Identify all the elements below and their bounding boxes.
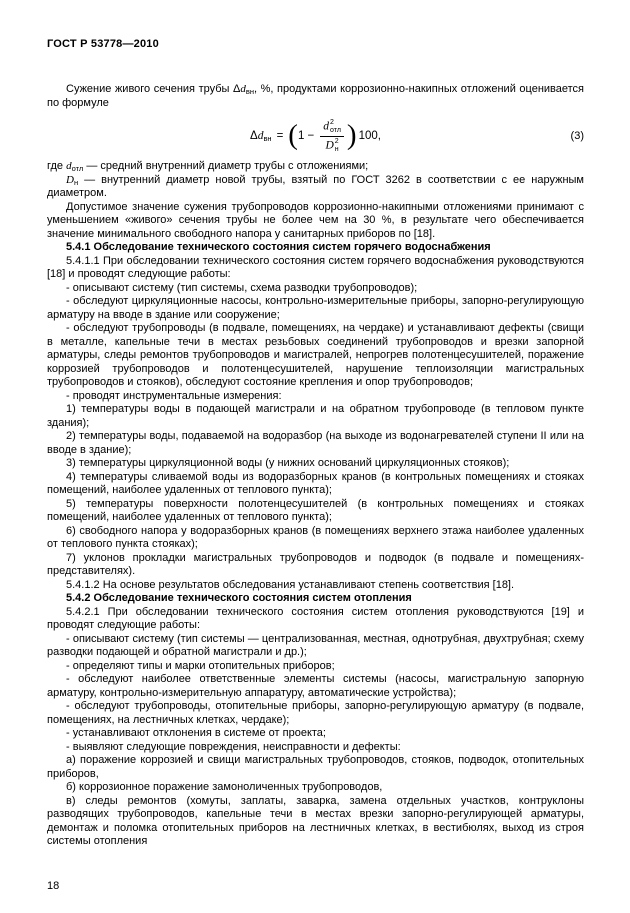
fraction-denominator (320, 137, 344, 153)
paragraph: 5.4.2 Обследование технического состояния систем отопления (66, 592, 412, 604)
page-number: 18 (47, 880, 60, 892)
formula-expression: $\Delta d_{вн}$ = ( 1 − d 2 отл D 2 н ) 100, (250, 119, 381, 153)
lhs-subscript: вн (263, 134, 272, 143)
numerator-supsub (330, 119, 341, 134)
paragraph-where1 (47, 160, 584, 174)
paragraph: - обследуют трубопроводы, отопительные приборы, запорно-регулирующую арматуру (в подвале, помещениях, на лестничных клетках, чердаке); (47, 700, 584, 726)
where1-variable: d (66, 160, 72, 172)
paragraph: 4) температуры сливаемой воды из водоразборных кранов (в контрольных помещениях и стояках помещений, наиболее удаленных от теплового пункта); (47, 470, 584, 496)
numerator-subscript: отл (330, 126, 341, 134)
delta-symbol: Δ (250, 130, 258, 142)
denominator-variable: D (325, 139, 334, 152)
paragraph: 6) свободного напора у водоразборных кранов (в помещениях верхнего этажа наиболее удаленных от теплового пункта стояках); (47, 524, 584, 550)
intro-subscript: вн (245, 87, 254, 96)
equals-sign: = (276, 130, 284, 142)
where2-text: — внутренний диаметр новой трубы, взятый по ГОСТ 3262 в соответствии с ее наружным диаметром. (47, 173, 584, 199)
numerator-superscript: 2 (330, 119, 334, 126)
paragraph: - устанавливают отклонения в системе от проекта; (66, 727, 326, 739)
paragraph-intro (47, 83, 584, 110)
paragraph: 7) уклонов прокладки магистральных трубопроводов и подводок (в подвале и помещениях-представителях). (47, 551, 584, 577)
paragraph: - определяют типы и марки отопительных приборов; (66, 659, 335, 672)
fraction (320, 119, 344, 153)
equation-number: (3) (570, 130, 584, 142)
formula (47, 117, 584, 155)
fraction-numerator (320, 119, 344, 137)
paragraph: - проводят инструментальные измерения: (66, 389, 282, 402)
doc-header: ГОСТ Р 53778—2010 (47, 38, 159, 50)
paragraph: - обследуют циркуляционные насосы, контрольно-измерительные приборы, запорно-регулирующую арматуру на вводе в здание или сооружение; (47, 295, 584, 321)
denominator-subscript: н (334, 145, 339, 153)
formula-lhs (250, 130, 272, 142)
paragraph-where2 (47, 174, 584, 201)
paragraph: 2) температуры воды, подаваемой на водоразбор (на выходе из водонагревателей ступени II или на вводе в здание); (47, 430, 584, 456)
where-lead: где (47, 160, 67, 172)
paragraph: 5.4.1.2 На основе результатов обследования устанавливают степень соответствия [18]. (66, 578, 515, 591)
paragraph: - обследуют наиболее ответственные элементы системы (насосы, магистральную запорную арматуру, контрольно-измерительную аппаратуру, автоматические устройства); (47, 673, 584, 699)
formula-factor: 100, (358, 130, 381, 142)
paragraph: Допустимое значение сужения трубопроводов коррозионно-накипными отложениями принимают с уменьшением «живого» сечения трубы не более чем на 30 %, в результате чего обеспечивается значение минимального свободного напора у санитарных приборов по [18]. (47, 200, 584, 240)
paragraph: 5) температуры поверхности полотенцесушителей (в контрольных помещениях и стояках помещений, наиболее удаленных от теплового пункта); (47, 497, 584, 523)
where2-subscript: н (73, 177, 79, 187)
paragraph: - обследуют трубопроводы (в подвале, помещениях, на чердаке) и устанавливают дефекты (свищи в металле, капельные течи в местах резьбовых соединений трубопроводов и врезки запорной арматуры, следы ремонтов трубопроводов и магистралей, непрогрев полотенцесушителей, поражение коррозией трубопроводов и полотенцесушителей, нарушение теплоизоляции магистральных трубопроводов и стояков), обследуют состояние крепления и опор трубопроводов; (47, 322, 584, 388)
intro-text-before: Сужение живого сечения трубы Δ (66, 83, 241, 95)
lhs-variable: d (257, 130, 264, 142)
intro-variable: d (240, 83, 246, 95)
paragraph: - выявляют следующие повреждения, неисправности и дефекты: (66, 740, 401, 753)
intro-text-after: , %, продуктами коррозионно-накипных отложений оценивается по формуле (47, 83, 584, 109)
denominator-supsub (335, 138, 339, 153)
where2-variable: D (66, 173, 74, 186)
where1-subscript: отл (71, 164, 84, 173)
where1-text: — средний внутренний диаметр трубы с отложениями; (83, 160, 369, 172)
paragraph: - описывают систему (тип системы — централизованная, местная, однотрубная, двухтрубная; схему разводки подающей и обратной магистрали и др.); (47, 632, 584, 658)
paragraph: а) поражение коррозией и свищи магистральных трубопроводов, стояков, подводок, отопительных приборов, (47, 754, 584, 780)
paragraph: 5.4.2.1 При обследовании технического состояния систем отопления руководствуются [19] и проводят следующие работы: (47, 605, 584, 631)
numerator-variable: d (323, 120, 330, 133)
denominator-superscript: 2 (334, 138, 339, 145)
paragraph-list (47, 201, 584, 849)
paragraph: 1) температуры воды в подающей магистрали и на обратном трубопроводе (в тепловом пункте здания); (47, 403, 584, 429)
document-body (47, 83, 584, 849)
paragraph: 5.4.1 Обследование технического состояния систем горячего водоснабжения (66, 241, 491, 253)
paragraph: - описывают систему (тип системы, схема разводки трубопроводов); (66, 281, 418, 294)
paragraph: 5.4.1.1 При обследовании технического состояния систем горячего водоснабжения руководствуются [18] и проводят следующие работы: (47, 254, 584, 280)
one-minus-term: 1 − (297, 130, 315, 142)
paragraph: в) следы ремонтов (хомуты, заплаты, заварка, замена отдельных участков, контруклоны разводящих трубопроводов, капельные течи в местах врезки запорно-регулирующей арматуры, демонтаж и поломка отопительных приборов на лестничных клетках, в вестибюлях, выход из строя системы отопления (47, 794, 584, 847)
paragraph: б) коррозионное поражение замоноличенных трубопроводов, (66, 781, 383, 793)
paragraph: 3) температуры циркуляционной воды (у нижних оснований циркуляционных стояков); (66, 457, 510, 469)
